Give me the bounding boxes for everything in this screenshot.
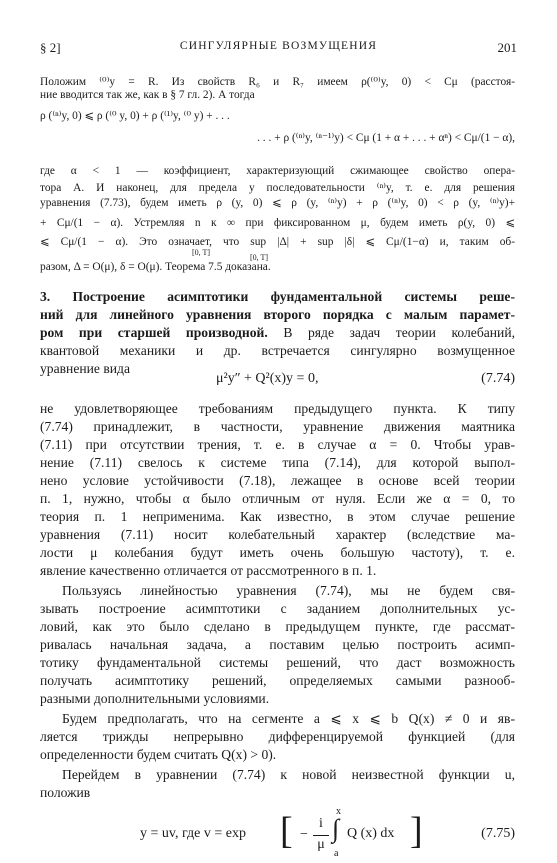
small-text-line: + Cμ/(1 − α). Устремляя n к ∞ при фиксированном μ, будем иметь ρ(y, 0) ⩽ <box>40 217 515 229</box>
body-text-line: нено условие устойчивости (7.18), лежащее в основе всей теории <box>40 473 515 488</box>
body-text-line: разными дополнительными условиями. <box>40 691 270 706</box>
subsection-heading: 3. Построение асимптотики фундаментальной системы реше- <box>40 289 515 304</box>
small-text-line: ние вводится так же, как в § 7 гл. 2). А тогда <box>40 89 255 101</box>
small-text-line: тора A. И наконец, для предела y последовательности ⁽ⁿ⁾y, т. е. для решения <box>40 182 515 194</box>
small-text-line: Положим ⁽⁰⁾y = R. Из свойств R₆ и R₇ имеем ρ(⁽⁰⁾y, 0) < Cμ (расстоя- <box>40 76 515 88</box>
left-bracket: [ <box>280 810 293 852</box>
body-text-line: уравнение вида <box>40 361 130 376</box>
body-text-line: Будем предполагать, что на сегменте a ⩽ x ⩽ b Q(x) ≠ 0 и яв- <box>62 711 515 726</box>
subsection-heading: ром при старшей производной. <box>40 325 268 340</box>
body-text-line: Перейдем в уравнении (7.74) к новой неизвестной функции u, <box>62 767 515 782</box>
body-text-line: ловий, как это было сделано в предыдущем пункте, где рассмат- <box>40 619 515 634</box>
body-text-line: п. 1, нужно, чтобы α было отличным от нуля. Если же α = 0, то <box>40 491 515 506</box>
equation-lhs: y = uv, где v = exp <box>140 826 246 841</box>
integral-upper-limit: x <box>336 806 341 817</box>
body-text-line: определенности будем считать Q(x) > 0). <box>40 747 277 762</box>
sup-subscript: [0, T] <box>250 253 269 262</box>
body-text-line: теория п. 1 неприменима. Как известно, в этом случае решение <box>40 509 515 524</box>
subsection-heading-end <box>40 325 515 341</box>
body-text-line: положив <box>40 785 91 800</box>
small-text-line: уравнения (7.73), будем иметь ρ (y, 0) ⩽ ρ (y, ⁽ⁿ⁾y) + ρ (⁽ⁿ⁾y, 0) < ρ (y, ⁽ⁿ⁾y)+ <box>40 197 515 209</box>
equation-7-75 <box>140 806 423 860</box>
body-text: В ряде задач теории колебаний, <box>267 325 515 340</box>
body-text-line: не удовлетворяющее требованиям предыдущего пункта. К типу <box>40 401 515 416</box>
body-text-line: (7.74) принадлежит, в частности, уравнение движения маятника <box>40 419 515 434</box>
running-title: СИНГУЛЯРНЫЕ ВОЗМУЩЕНИЯ <box>179 40 378 52</box>
minus-sign: − <box>300 827 308 842</box>
fraction-denominator: μ <box>317 837 325 852</box>
equation-number: (7.74) <box>481 371 515 386</box>
body-text-line: зывать построение асимптотики с заданием дополнительных ус- <box>40 601 515 616</box>
small-formula-line: ρ (⁽ⁿ⁾y, 0) ⩽ ρ (⁽⁰ y, 0) + ρ (⁽¹⁾y, ⁽⁰ y) + . . . <box>40 110 230 122</box>
running-header <box>40 40 517 58</box>
body-text-line: Пользуясь линейностью уравнения (7.74), мы не будем свя- <box>62 583 515 598</box>
body-text-line: тотику фундаментальной системы решений, что даст возможность <box>40 655 515 670</box>
equation-number: (7.75) <box>481 826 515 841</box>
body-text-line: явление качественно отличается от рассмотренного в п. 1. <box>40 563 377 578</box>
body-text-line: ривалась начальная задача, а поставим целью построить асимп- <box>40 637 515 652</box>
body-text-line: (7.11) при отсутствии трения, т. е. в случае α = 0. Чтобы урав- <box>40 437 515 452</box>
equation-7-74: μ²y″ + Q²(x)y = 0, <box>216 371 319 386</box>
body-text-line: получать асимптотику решений, определяемых самыми разнооб- <box>40 673 515 688</box>
integral-sign: ∫ <box>332 814 340 843</box>
integral-lower-limit: a <box>334 848 339 859</box>
body-text-line: ляется трижды непрерывно дифференцируемой функцией (для <box>40 729 515 744</box>
integrand: Q (x) dx <box>347 826 395 841</box>
small-text-line: разом, Δ = O(μ), δ = O(μ). Теорема 7.5 доказана. <box>40 261 271 273</box>
small-text-line: ⩽ Cμ/(1 − α). Это означает, что sup |Δ| + sup |δ| ⩽ Cμ/(1−α) и, таким об- <box>40 236 515 248</box>
fraction-numerator: i <box>319 816 323 831</box>
body-text-line: лости μ колебания будут иметь очень большую частоту), т. е. <box>40 545 515 560</box>
body-text-line: нение (7.11) свелось к системе типа (7.14), для которой выпол- <box>40 455 515 470</box>
sup-subscript: [0, T] <box>192 248 211 257</box>
right-bracket: ] <box>410 810 423 852</box>
subsection-heading: ний для линейного уравнения второго порядка с малым парамет- <box>40 307 515 322</box>
section-marker: § 2] <box>40 40 61 55</box>
small-text-line: где α < 1 — коэффициент, характеризующий сжимающее свойство опера- <box>40 165 515 177</box>
body-text-line: квантовой механики и др. встречается сингулярно возмущенное <box>40 343 515 358</box>
small-formula-line: . . . + ρ (⁽ⁿ⁾y, ⁽ⁿ⁻¹⁾y) < Cμ (1 + α + . . . + αⁿ) < Cμ/(1 − α), <box>257 132 515 144</box>
body-text-line: уравнения (7.11) носит колебательный характер (вследствие ма- <box>40 527 515 542</box>
fraction-bar <box>313 835 329 836</box>
page-number: 201 <box>497 40 517 55</box>
